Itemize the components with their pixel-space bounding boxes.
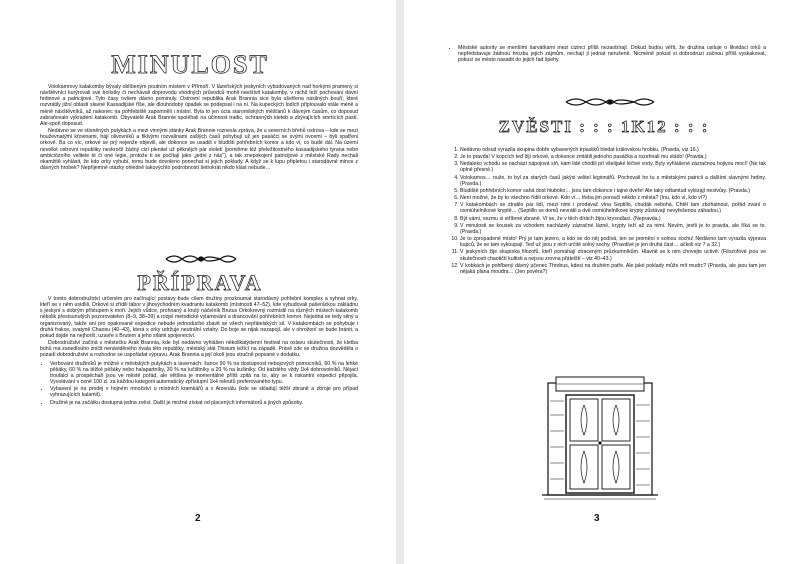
door-illustration [542,375,658,501]
bullet-list [40,361,358,406]
rumor-item: 10. Je to zpropadené místo! Prý je tam jezero, a kdo se do něj podívá, ten se promění v solnou sochu! Nedávno tam vyrazila výprava kupců, že se tam vykoupají. Teď už jsou z nich určitě solný sochy. (Pravdivé je jen druhá část… ačkoli viz 7 a 32.) [460,236,766,248]
rumor-item: 3. Nedaleko vchodu se nachází nápojová síň, kam lidé chodili pít všelijaké léčivé vody. Byly vyhlášené zázračnou hojivou mocí! (Ne tak úplně přesně.) [460,161,766,173]
rumor-item: 6. Není možné, že by to všechno řídili orkové. Kdo ví… třeba jim porouči někdo z města? (Inu, kdo ví, kdo ví?) [460,195,766,201]
rumor-item: 5. Bludiště pohřebních komor sahá dost hluboko… jsou tam dokonce i tajné dveře! Ale taky odtamtud vyléza̧jí nestvůry. (Pravda.) [460,188,766,194]
rumor-item: 4. Volokarnos… nuže, to byl za starých časů jakýsi velitel legionářů. Pochovali ho tu s městskými patricii a dalšími slavnými hrdiny. (Pravda.) [460,175,766,187]
rumor-item: 8. Být vámi, vezmu si stříbrné zbraně. Ví se, že v těch dírách žijou krysodlaci. (Nepravda.) [460,216,766,222]
rumor-item: 2. Je to pravda! V kopcích teď žijí orkové, a dokonce zmlátili jednoho pasáčka a rozehnali mu stádo! (Pravda.) [460,154,766,160]
right-top-text [448,45,766,64]
bullet-list [448,45,766,63]
list-item: • Družině je na začátku dostupná jedna zvěst. Další je možné získat od placených informátorů a jiných způsoby. [50,400,358,406]
rumor-item: 7. V katakombách se ztratilo pár lidí, mezi nimi i prodavač vína Septillo, chudák nebohá. Chtěl tam zbohatnout, pořád zvaní o osmiúhelníkové kryptě… (Septillo se domů nevrátil a dvě osmiúhelníkové krypty zůstávají nevyřešenou záhadou.) [460,202,766,214]
rumor-item: 11. V jeskyních žije skupinka filozofů, kteří pomáhají ztraceným průzkumníkům. Hlavně se k nim chovejte uctivě. (Filozofové jsou ve skutečnosti chaotičtí kultisti a nejsou zrovna přátelští – viz 40–43.) [460,249,766,261]
rumor-item: 12. V kobkách je pohřbený dávný učenec Throbus, kdesi na druhém patře. Ale jaké poklady může mít mudrc? (Pravda, ale jsou tam jen nějaká plana moudra… (Jen pověra?) [460,263,766,275]
ornament-divider-icon [564,95,656,109]
rumor-table [448,145,766,276]
rumor-item: 1. Nedávno odsud vyrazila skupina dobře vybavených trpasliků hledat královskou hrobku. (Pravda, viz 16.) [460,147,766,153]
list-item: • Vybavení je na prodej v hojném množství u místních kramkářů a v Arzenálu (kde se skladují těžší zbraně a zbroje pro případ vyhrazujících kalamit). [50,386,358,398]
section-title-minulost: MINULOST [111,50,269,79]
paragraph: Dobrodružství začíná v městečku Arak Brannia, kde byl nedávno vyhlášen několikatýdenní festival na oslavu skutečnosti, že kletba bohů má zanedlouho zničit nenáviděného rivala této republiky, městský stát Thisium ležící na západě. Právě zde se družina dozvěděla o pozadí dobrodružství a rozhodne se uspořádat výpravu. Arak Brannia a její okolí jsou stručně popsané v dodatku. [40,340,358,359]
paragraph: Nedávno se ve stísněných putykách a mezi vinnými stánky Arak Brannie roznesla zpráva, že u severních břehů ostrova – kde se mezi houževnatými křovinami, háji olivovníků a fiklvými rozvalinami zašlých časů pohybují už jen pasáčci se svými ovcemi – byli spatřeni orkové. Ba co víc, orkové se prý nejenže objevili, ale dokonce se usadili v bludišti pohřebních komor a kdo ví, co budé dál. Na území nevelké ostrovní republiky nevkročil žádný cizí plenitel už pěknějch pár století (pomiňme též přeležitostného kassadijského tyrana nebo ambiciózního velitele té či oné legie, protože ti se počítají jako „jedni z nás"), a tak znepokojení patricijové z městské Rady nechali okamžitě vyhlásit, že kdo orky vyhubí, tomu bude dovoleno ponechat si jejich poklady. A když se k lupu připletou i starodávné mince z dávných hrobek? Nepříjemné otázky ohledně takovýchto podrobností šetrokrát nikdo klást nebude… [40,128,358,172]
book-gutter [396,0,404,564]
left-prep-text [40,296,358,407]
section-title-priprava: PŘÍPRAVA [137,270,263,295]
rumor-list [448,147,766,275]
page-number: 3 [594,513,600,524]
zvesti-heading [474,117,734,137]
page-number: 2 [195,513,201,524]
right-page [404,0,800,564]
left-intro-text [40,84,358,171]
paragraph: V tomto dobrodružství určeném pro začínající postavy bude cílem družiny prozkoumat starodávný pohřební komplex a vyhnat orky, kteří se v něm usídlili. Orkové si zřídili tábor v jihovýchodním kvadrantu katakomb (místnosti 47–52), kde vybudovali pašeráckou základnu s jeskyní s dobrým přístupem k moři. Jejich vůdce, prohnaný a krutý náčelník Brutus Orkokrevný rozmístil na různých místech katakomb několik přestsunutých pozorovatelen (8–9, 38–39) a rozjel metodické vylamování a drancování pohřebních komor. Nejedná se tedy silný a organizovaný, takže ani pro opakované expedice nebude jednoduché zbavit se všech nepřátelských sil. V katakombách se pohybuje i druhá frakce, svatyně Chaosu (40–43), která s orky udržuje neutrální vztahy. Do boje se nijak nezapojí, ale v ohrožení se bude bránit, a pokud dojde na nejhorší, uzavře s Brutem a jeho silami spojenectví. [40,296,358,339]
minulost-heading [70,50,310,80]
list-item: • Městské autority se menšími šarvátkami mezi cizinci příliš nezaobírají. Dokud budou věřit, že družina usiluje o likvidaci orků a nepředstavuje žádnou hrozbu jejich zájmům, nechají ji jednat nerušeně. Nicméně pokud si dobrodruzi začnou příliš vyskakovat, pokusí se město nasadit do jejich řad špehy. [458,45,766,63]
list-item: • Verbování družiníků je možné v městských putykách a tavernách: šance 90 % na dostupnost nebojových pomocníků, 60 % na lehké pěšáky, 60 % na těžké pěšáky nebo halapartníky, 30 % na lučištníky a 20 % na kušiníky. Od každého vždy 1k4 dobrovolníků. Nějací troufalci a prospěchaři jsou ve městě pořád, ale většina je momentálně příliš zpitá na to, aby se k riskantní expedici připojila. Vyvolávání v ceně 100 zl. za každou kategorii automaticky zpřístupní 1k4 rekrutů preferovaného typu. [50,361,358,386]
paragraph: Volokamrovy katakomby bývaly oblíbeným poutním místem v Přímoří. V lázeňských jeskyních vybudovaných nad horkými prameny si návštěvníci kurýrovali své bolístky či nechávali doprovodu vhodných průvodců mohli navštívit katakomby, v nichž leží pochováni dávní hrdinové a patricijové. Tyto časy ovšem dávno pominuly. Ostrovní republika Arak Brannia sice byla ušetřena násilných bouří, které rozvrátily jižní oblasti slavné Kassadijské říše, ale dlouhodobý úpadek se podepsal i na ní. Na kupeckých lodích připlouvalo stále méně a méně návštěvníků, až nakonec na pohřebiště zapomněli i místní. Byla to jen úcta staromilských měšťanů k dávným časům, co doposud zabraňovalo vykradení katakomb. Obyvatelé Arak Brannie spoléhali na účinnost tradic, ochranných kleteb a zbývajících smrtících pastí. Ale-spoň doposud. [40,84,358,127]
priprava-heading [100,270,300,296]
left-page [0,0,396,564]
section-title-zvesti: ZVĚSTI : : : 1K12 : : : [498,117,710,136]
rumor-item: 9. V minulosti se kousek za vchodem nacházely zázračné lázně, krypty leží až za nimi. Nevím, jestli je to pravda, ale říká se to. (Pravda.) [460,223,766,235]
ornament-divider-icon [164,252,238,266]
